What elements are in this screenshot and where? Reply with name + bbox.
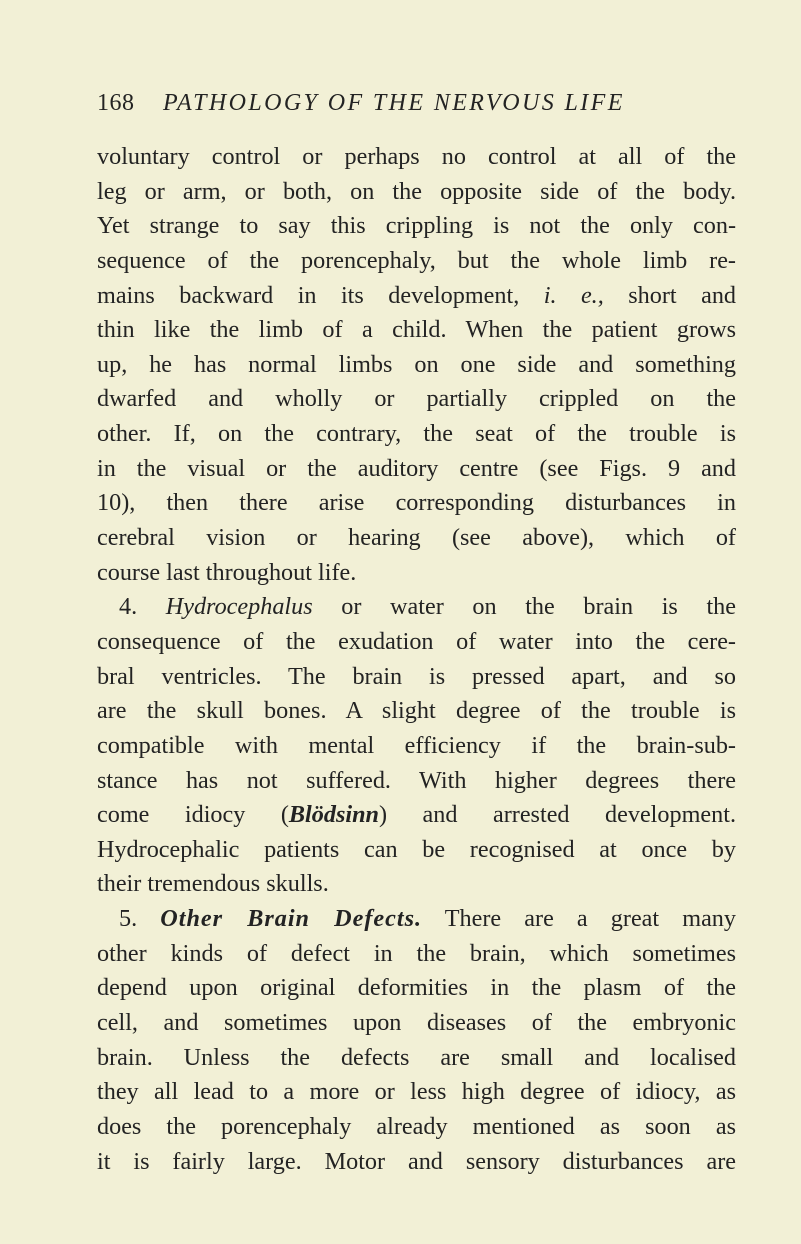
page-number: 168 [97,90,135,116]
text-fragment: short and [628,281,736,309]
text-line: cerebral vision or hearing (see above), which of [97,524,736,552]
text-line: dwarfed and wholly or partially crippled on the [97,385,736,413]
text-line: in the visual or the auditory centre (see Figs. 9 and [97,454,736,482]
text-line [97,590,736,625]
text-line: 10), then there arise corresponding disturbances in [97,489,736,517]
text-line [97,279,736,314]
italic-abbreviation: i. e., [543,281,604,309]
section-heading-other-brain-defects: Other Brain Defects. [160,905,423,933]
text-line: course last throughout life. [97,558,357,586]
text-line: cell, and sometimes upon diseases of the embryonic [97,1009,736,1037]
text-line: thin like the limb of a child. When the patient grows [97,316,736,344]
text-line: they all lead to a more or less high degree of idiocy, as [97,1078,736,1106]
text-line: does the porencephaly already mentioned as soon as [97,1112,736,1140]
text-line: their tremendous skulls. [97,870,329,898]
text-line: brain. Unless the defects are small and localised [97,1043,736,1071]
section-number: 4. [119,593,138,621]
text-fragment: or water on the brain is the [341,593,736,621]
text-fragment: mains backward in its development, [97,281,520,309]
text-fragment: ) and arrested development. [378,801,736,829]
text-line: leg or arm, or both, on the opposite side of the body. [97,177,736,205]
text-line: consequence of the exudation of water into the cere- [97,627,736,655]
text-line: it is fairly large. Motor and sensory disturbances are [97,1147,736,1175]
text-line: stance has not suffered. With higher degrees there [97,766,736,794]
text-line: bral ventricles. The brain is pressed apart, and so [97,662,736,690]
text-fragment: There are a great many [444,905,736,933]
text-line: other. If, on the contrary, the seat of the trouble is [97,420,736,448]
page-header [97,88,737,118]
german-term: Blödsinn [288,801,379,829]
text-line: Hydrocephalic patients can be recognised at once by [97,835,736,863]
text-line: other kinds of defect in the brain, which sometimes [97,939,736,967]
section-heading-hydrocephalus: Hydrocephalus [165,593,313,621]
text-line: sequence of the porencephaly, but the whole limb re- [97,246,736,274]
text-fragment: come idiocy ( [97,801,289,829]
running-head: PATHOLOGY OF THE NERVOUS LIFE [163,90,625,116]
text-line [97,798,736,833]
text-line [97,902,736,937]
section-number: 5. [119,905,138,933]
text-line: depend upon original deformities in the plasm of the [97,974,736,1002]
text-line: are the skull bones. A slight degree of the trouble is [97,697,736,725]
text-line: up, he has normal limbs on one side and something [97,350,736,378]
text-line: Yet strange to say this crippling is not the only con- [97,212,736,240]
text-line: voluntary control or perhaps no control at all of the [97,143,736,170]
body-text [97,140,736,1179]
text-line: compatible with mental efficiency if the brain-sub- [97,731,736,759]
